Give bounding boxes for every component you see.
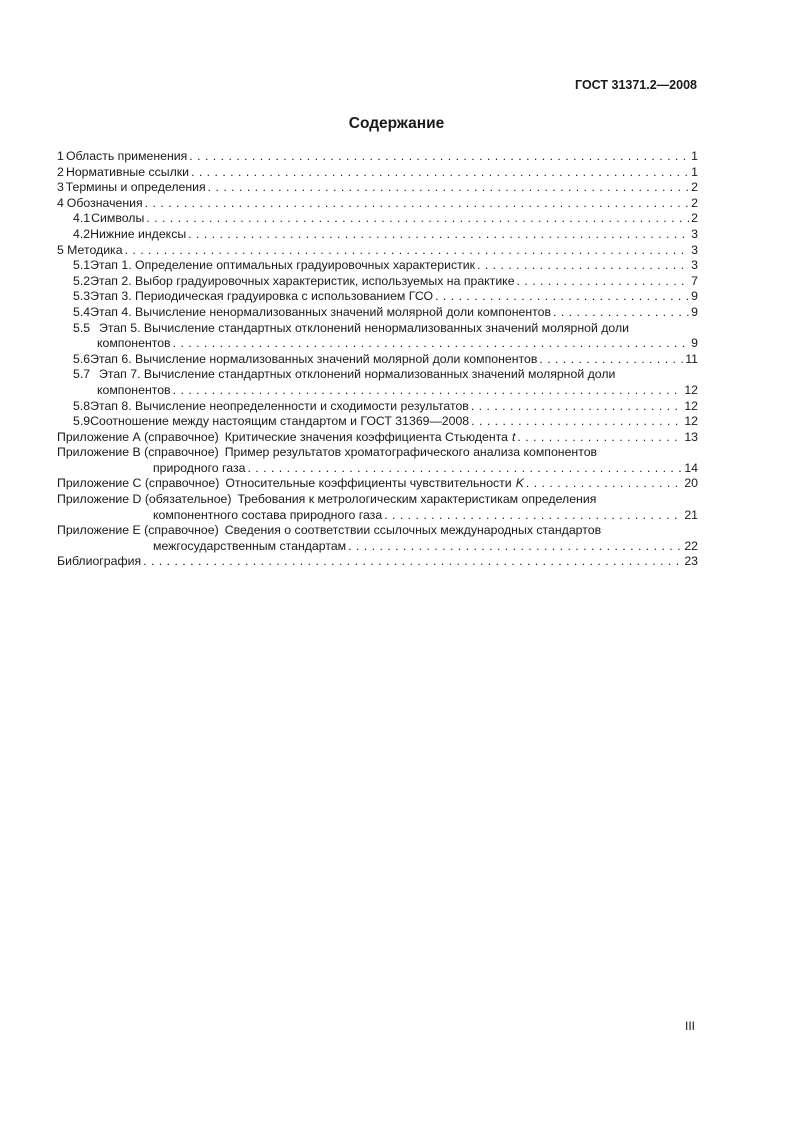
toc-page: 9: [691, 336, 698, 351]
toc-entry-5-3[interactable]: [57, 289, 698, 305]
toc-appendix-d-cont[interactable]: [57, 508, 698, 524]
toc-number: 5: [57, 242, 64, 257]
toc-text: межгосударственным стандартам: [153, 538, 347, 553]
toc-text: Этап 2. Выбор градуировочных характеристик, используемых на практике: [90, 273, 515, 288]
toc-entry-5-4[interactable]: [57, 305, 698, 321]
dot-leader: [143, 554, 682, 570]
dot-leader: [384, 508, 682, 524]
toc-entry-5-5[interactable]: [57, 321, 698, 337]
dot-leader: [173, 336, 690, 352]
toc-page: 12: [684, 414, 698, 429]
toc-page: 1: [691, 164, 698, 179]
toc-page: 2: [691, 211, 698, 226]
toc-page: 3: [691, 258, 698, 273]
dot-leader: [189, 149, 689, 165]
toc-text: Нижние индексы: [90, 226, 187, 241]
toc-text: Критические значения коэффициента Стьюдента: [224, 429, 508, 444]
toc-text: Этап 3. Периодическая градуировка с использованием ГСО: [90, 289, 434, 304]
toc-number: 4.2: [73, 226, 91, 241]
toc-text: компонентов: [97, 382, 171, 397]
toc-entry-5-1[interactable]: [57, 258, 698, 274]
dot-leader: [191, 165, 689, 181]
toc-entry-5-7-cont[interactable]: [57, 383, 698, 399]
toc-number: 5.5: [73, 320, 91, 335]
toc-text: Соотношение между настоящим стандартом и ГОСТ 31369—2008: [90, 414, 470, 429]
toc-page: 3: [691, 242, 698, 257]
toc-entry-4-2[interactable]: [57, 227, 698, 243]
appendix-label: Приложение D (обязательное): [57, 492, 232, 507]
toc-number: 5.9: [73, 414, 91, 429]
toc-number: 5.8: [73, 398, 91, 413]
appendix-label: Приложение Е (справочное): [57, 523, 219, 538]
toc-page: 14: [684, 460, 698, 475]
table-of-contents: [57, 149, 698, 570]
toc-entry-5-2[interactable]: [57, 274, 698, 290]
toc-page: 23: [684, 554, 698, 569]
dot-leader: [517, 430, 682, 446]
toc-entry-4-1[interactable]: [57, 211, 698, 227]
toc-text: Символы: [91, 211, 145, 226]
page-number: III: [684, 1019, 695, 1033]
dot-leader: [471, 414, 682, 430]
toc-appendix-c[interactable]: [57, 476, 698, 492]
student-t-symbol: t: [511, 429, 516, 444]
toc-page: 12: [684, 398, 698, 413]
toc-entry-5[interactable]: [57, 243, 698, 259]
toc-text: компонентного состава природного газа: [153, 507, 383, 522]
toc-number: 4: [57, 195, 64, 210]
dot-leader: [208, 180, 690, 196]
dot-leader: [348, 539, 682, 555]
toc-page: 7: [691, 273, 698, 288]
toc-text: Требования к метрологическим характеристикам определения: [237, 492, 597, 507]
toc-page: 11: [685, 351, 698, 366]
toc-entry-5-9[interactable]: [57, 414, 698, 430]
dot-leader: [188, 227, 689, 243]
appendix-label: Приложение А (справочное): [57, 429, 219, 444]
toc-number: 5.6: [73, 351, 91, 366]
dot-leader: [145, 196, 690, 212]
toc-number: 5.4: [73, 304, 91, 319]
toc-text: Относительные коэффициенты чувствительности: [225, 476, 512, 491]
toc-number: 5.1: [73, 258, 91, 273]
toc-text: Пример результатов хроматографического анализа компонентов: [224, 445, 598, 460]
toc-entry-4[interactable]: [57, 196, 698, 212]
toc-appendix-b[interactable]: [57, 445, 698, 461]
toc-text: Этап 7. Вычисление стандартных отклонений нормализованных значений молярной доли: [99, 367, 616, 382]
toc-entry-2[interactable]: [57, 165, 698, 181]
toc-page: 22: [684, 538, 698, 553]
toc-text: Этап 6. Вычисление нормализованных значений молярной доли компонентов: [90, 351, 538, 366]
dot-leader: [526, 476, 682, 492]
toc-appendix-d[interactable]: [57, 492, 698, 508]
dot-leader: [435, 289, 689, 305]
toc-text: Этап 5. Вычисление стандартных отклонений ненормализованных значений молярной доли: [99, 320, 630, 335]
dot-leader: [146, 211, 689, 227]
dot-leader: [517, 274, 690, 290]
toc-entry-5-8[interactable]: [57, 399, 698, 415]
toc-number: 4.1: [73, 211, 91, 226]
toc-number: 5.7: [73, 367, 91, 382]
dot-leader: [125, 243, 690, 259]
toc-appendix-e-cont[interactable]: [57, 539, 698, 555]
toc-text: Нормативные ссылки: [65, 164, 190, 179]
toc-text: Методика: [67, 242, 123, 257]
toc-page: 12: [684, 382, 698, 397]
toc-page: 13: [684, 429, 698, 444]
toc-text: компонентов: [97, 336, 171, 351]
dot-leader: [477, 258, 689, 274]
toc-text: Термины и определения: [65, 180, 206, 195]
toc-entry-3[interactable]: [57, 180, 698, 196]
dot-leader: [173, 383, 683, 399]
toc-page: 9: [691, 289, 698, 304]
toc-text: Этап 1. Определение оптимальных градуировочных характеристик: [90, 258, 475, 273]
toc-appendix-b-cont[interactable]: [57, 461, 698, 477]
toc-page: 20: [684, 476, 698, 491]
toc-text: Этап 8. Вычисление неопределенности и сходимости результатов: [90, 398, 469, 413]
toc-text: Этап 4. Вычисление ненормализованных значений молярной доли компонентов: [90, 304, 552, 319]
toc-entry-5-7[interactable]: [57, 367, 698, 383]
toc-entry-5-5-cont[interactable]: [57, 336, 698, 352]
toc-page: 21: [684, 507, 698, 522]
toc-text: Библиография: [57, 554, 142, 569]
toc-entry-5-6[interactable]: [57, 352, 698, 368]
toc-number: 3: [57, 180, 64, 195]
toc-number: 5.2: [73, 273, 91, 288]
page-title: Содержание: [348, 115, 445, 132]
toc-number: 1: [57, 149, 64, 163]
dot-leader: [539, 352, 683, 368]
toc-page: 1: [691, 149, 698, 163]
toc-page: 3: [691, 226, 698, 241]
toc-text: Сведения о соответствии ссылочных международных стандартов: [224, 523, 602, 538]
toc-text: Область применения: [65, 149, 188, 163]
toc-number: 5.3: [73, 289, 91, 304]
toc-number: 2: [57, 164, 64, 179]
toc-page: 9: [691, 304, 698, 319]
appendix-label: Приложение С (справочное): [57, 476, 220, 491]
k-symbol: K: [515, 476, 524, 491]
dot-leader: [471, 399, 682, 415]
appendix-label: Приложение В (справочное): [57, 445, 219, 460]
dot-leader: [247, 461, 682, 477]
toc-appendix-e[interactable]: [57, 523, 698, 539]
toc-appendix-a[interactable]: [57, 430, 698, 446]
toc-page: 2: [691, 180, 698, 195]
toc-text: Обозначения: [66, 195, 143, 210]
document-code: ГОСТ 31371.2—2008: [575, 78, 697, 92]
toc-page: 2: [691, 195, 698, 210]
toc-entry-1[interactable]: [57, 149, 698, 165]
toc-bibliography[interactable]: [57, 554, 698, 570]
dot-leader: [553, 305, 689, 321]
toc-text: природного газа: [153, 460, 246, 475]
